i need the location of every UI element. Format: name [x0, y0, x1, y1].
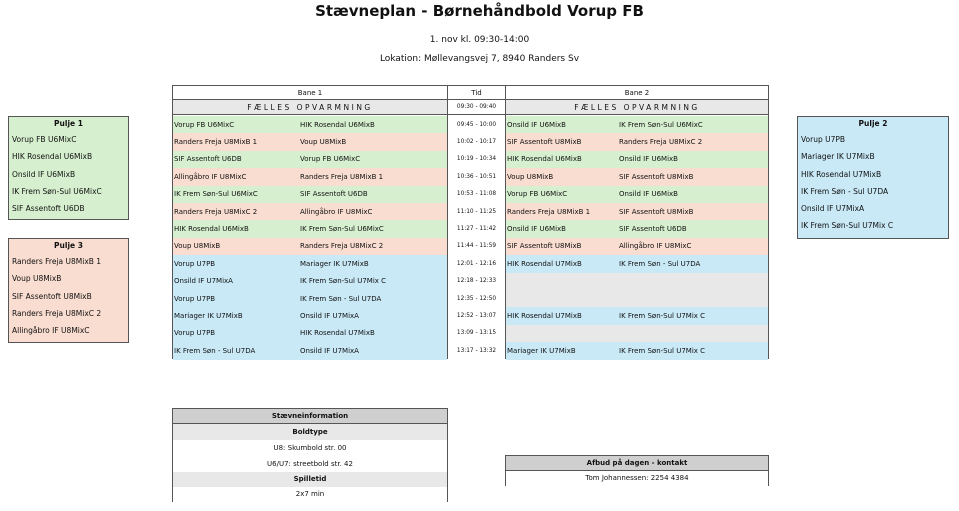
pulje-2-team: Onsild IF U7MixA [801, 204, 865, 214]
match-time: 10:36 - 10:51 [448, 168, 505, 185]
pulje-1-team: Onsild IF U6MixB [12, 169, 76, 179]
bane-2-away-team: Allingåbro IF U8MixC [619, 242, 692, 251]
match-row [173, 220, 768, 237]
match-time: 12:01 - 12:16 [448, 255, 505, 272]
pulje-1-team: SIF Assentoft U6DB [12, 204, 85, 214]
bane-2-home-team: SIF Assentoft U8MixB [507, 138, 582, 147]
info-box [172, 408, 448, 502]
pulje-2-team: Vorup U7PB [801, 135, 846, 144]
bane-2-away-team: SIF Assentoft U8MixB [619, 207, 694, 216]
pulje-3-team: SIF Assentoft U8MixB [12, 291, 92, 301]
bane-1-home-team: Vorup U7PB [174, 294, 216, 303]
bane-2-away-team: Onsild IF U6MixB [619, 190, 678, 199]
pulje-1-team: IK Frem Søn-Sul U6MixC [12, 186, 102, 196]
bane-2-home-team [507, 325, 617, 342]
match-time: 10:02 - 10:17 [448, 133, 505, 150]
bane-2-header: Bane 2 [624, 88, 650, 97]
info-title: Stævneinformation [173, 409, 447, 424]
bane-1-home-team: Randers Freja U8MixC 2 [174, 207, 258, 216]
match-time: 13:09 - 13:15 [448, 325, 505, 342]
pulje-2-team: IK Frem Søn-Sul U7Mix C [801, 221, 894, 231]
column-divider [505, 86, 506, 358]
bane-2-away-team: IK Frem Søn-Sul U6MixC [619, 120, 703, 129]
boldtype-label: Boldtype [173, 424, 447, 440]
match-row [173, 273, 768, 290]
bane-1-away-team: HIK Rosendal U7MixB [300, 329, 375, 338]
bane-1-home-team: IK Frem Søn - Sul U7DA [174, 346, 256, 355]
bane-2-away-team [619, 273, 767, 290]
bane-1-home-team: Allingåbro IF U8MixC [174, 172, 247, 181]
bane-1-header: Bane 1 [297, 88, 323, 97]
match-time: 11:10 - 11:25 [448, 203, 505, 220]
warmup-bane-2: FÆLLES OPVARMNING [574, 102, 700, 112]
bane-1-away-team: Voup U8MixB [300, 138, 347, 147]
match-time: 12:35 - 12:50 [448, 290, 505, 307]
date-line: 1. nov kl. 09:30-14:00 [429, 35, 530, 45]
bane-1-home-team: IK Frem Søn-Sul U6MixC [174, 190, 258, 199]
bane-2-away-team: SIF Assentoft U6DB [619, 225, 687, 234]
pulje-3-team: Allingåbro IF U8MixC [12, 326, 90, 336]
bane-2-away-team [619, 325, 767, 342]
pulje-3-team: Randers Freja U8MixC 2 [12, 308, 102, 318]
boldtype-u8: U8: Skumbold str. 00 [173, 440, 447, 456]
bane-2-home-team: SIF Assentoft U8MixB [507, 242, 582, 251]
bane-2-away-team: SIF Assentoft U8MixB [619, 172, 694, 181]
pulje-1-team: Vorup FB U6MixC [12, 135, 77, 144]
match-row [173, 186, 768, 203]
match-time: 10:19 - 10:34 [448, 151, 505, 168]
bane-1-away-team: Onsild IF U7MixA [300, 346, 359, 355]
match-time: 09:45 - 10:00 [448, 116, 505, 133]
bane-1-away-team: IK Frem Søn-Sul U7Mix C [300, 277, 387, 286]
bane-2-home-team: Onsild IF U6MixB [507, 120, 566, 129]
bane-2-home-team: Voup U8MixB [507, 172, 554, 181]
pulje-1-team: HIK Rosendal U6MixB [12, 152, 93, 162]
bane-1-home-team: Vorup U7PB [174, 329, 216, 338]
contact-box [505, 455, 769, 486]
bane-2-away-team: Onsild IF U6MixB [619, 155, 678, 164]
match-time: 12:52 - 13:07 [448, 307, 505, 324]
warmup-time: 09:30 - 09:40 [448, 100, 505, 114]
pulje-2-title: Pulje 2 [858, 119, 888, 128]
location-line: Lokation: Møllevangsvej 7, 8940 Randers Sv [379, 54, 580, 64]
pulje-3-box [8, 238, 129, 343]
match-time: 11:44 - 11:59 [448, 238, 505, 255]
match-time: 12:18 - 12:33 [448, 273, 505, 290]
bane-2-home-team: HIK Rosendal U7MixB [507, 259, 582, 268]
bane-2-home-team: HIK Rosendal U6MixB [507, 155, 582, 164]
pulje-3-team: Voup U8MixB [12, 274, 62, 284]
bane-1-away-team: Mariager IK U7MixB [300, 259, 369, 268]
schedule-table [172, 85, 769, 359]
pulje-1-title: Pulje 1 [54, 119, 83, 128]
pulje-2-box [797, 116, 949, 239]
spilletid-value: 2x7 min [173, 487, 447, 502]
match-row [173, 203, 768, 220]
contact-person: Tom Johannessen: 2254 4384 [506, 471, 768, 486]
bane-2-home-team: HIK Rosendal U7MixB [507, 312, 582, 321]
pulje-2-team: HIK Rosendal U7MixB [801, 169, 882, 179]
bane-1-away-team: Randers Freja U8MixB 1 [300, 172, 384, 181]
tid-header: Tid [471, 88, 482, 97]
bane-1-away-team: IK Frem Søn-Sul U6MixC [300, 225, 384, 234]
match-row [173, 307, 768, 324]
pulje-1-box [8, 116, 129, 220]
bane-1-home-team: Onsild IF U7MixA [174, 277, 233, 286]
bane-1-home-team: Randers Freja U8MixB 1 [174, 138, 258, 147]
bane-2-home-team: Onsild IF U6MixB [507, 225, 566, 234]
spilletid-label: Spilletid [173, 472, 447, 487]
page-title: Stævneplan - Børnehåndbold Vorup FB [315, 2, 644, 20]
match-row [173, 238, 768, 255]
warmup-bane-1: FÆLLES OPVARMNING [247, 102, 373, 112]
match-row [173, 290, 768, 307]
bane-2-home-team [507, 290, 617, 307]
match-time: 13:17 - 13:32 [448, 342, 505, 359]
match-time: 11:27 - 11:42 [448, 220, 505, 237]
bane-1-home-team: SIF Assentoft U6DB [174, 155, 242, 164]
bane-2-home-team: Randers Freja U8MixB 1 [507, 207, 591, 216]
bane-1-away-team: IK Frem Søn - Sul U7DA [300, 294, 382, 303]
bane-2-away-team: IK Frem Søn - Sul U7DA [619, 259, 701, 268]
bane-1-away-team: Randers Freja U8MixC 2 [300, 242, 384, 251]
match-row [173, 116, 768, 133]
bane-1-away-team: HIK Rosendal U6MixB [300, 120, 375, 129]
bane-1-away-team: Allingåbro IF U8MixC [300, 207, 373, 216]
bane-1-away-team: Vorup FB U6MixC [300, 155, 361, 164]
bane-2-home-team [507, 273, 617, 290]
warmup-row [173, 100, 768, 115]
bane-1-away-team: SIF Assentoft U6DB [300, 190, 368, 199]
match-row [173, 151, 768, 168]
bane-1-home-team: Mariager IK U7MixB [174, 312, 243, 321]
match-time: 10:53 - 11:08 [448, 186, 505, 203]
bane-1-home-team: Vorup FB U6MixC [174, 120, 235, 129]
bane-1-away-team: Onsild IF U7MixA [300, 312, 359, 321]
bane-2-away-team [619, 290, 767, 307]
bane-2-home-team: Mariager IK U7MixB [507, 346, 576, 355]
match-row [173, 325, 768, 342]
bane-2-away-team: IK Frem Søn-Sul U7Mix C [619, 312, 706, 321]
bane-1-home-team: Vorup U7PB [174, 259, 216, 268]
boldtype-u6-u7: U6/U7: streetbold str. 42 [173, 456, 447, 472]
bane-2-away-team: Randers Freja U8MixC 2 [619, 138, 703, 147]
pulje-3-title: Pulje 3 [54, 241, 83, 250]
match-row [173, 133, 768, 150]
bane-2-away-team: IK Frem Søn-Sul U7Mix C [619, 346, 706, 355]
pulje-2-team: IK Frem Søn - Sul U7DA [801, 186, 889, 196]
pulje-2-team: Mariager IK U7MixB [801, 152, 875, 162]
column-divider [447, 86, 448, 358]
match-row [173, 168, 768, 185]
match-row [173, 342, 768, 359]
bane-1-home-team: HIK Rosendal U6MixB [174, 225, 249, 234]
bane-1-home-team: Voup U8MixB [174, 242, 221, 251]
pulje-3-team: Randers Freja U8MixB 1 [12, 257, 102, 266]
bane-2-home-team: Vorup FB U6MixC [507, 190, 568, 199]
schedule-header-row [173, 86, 768, 100]
contact-title: Afbud på dagen - kontakt [506, 456, 768, 471]
match-row [173, 255, 768, 272]
